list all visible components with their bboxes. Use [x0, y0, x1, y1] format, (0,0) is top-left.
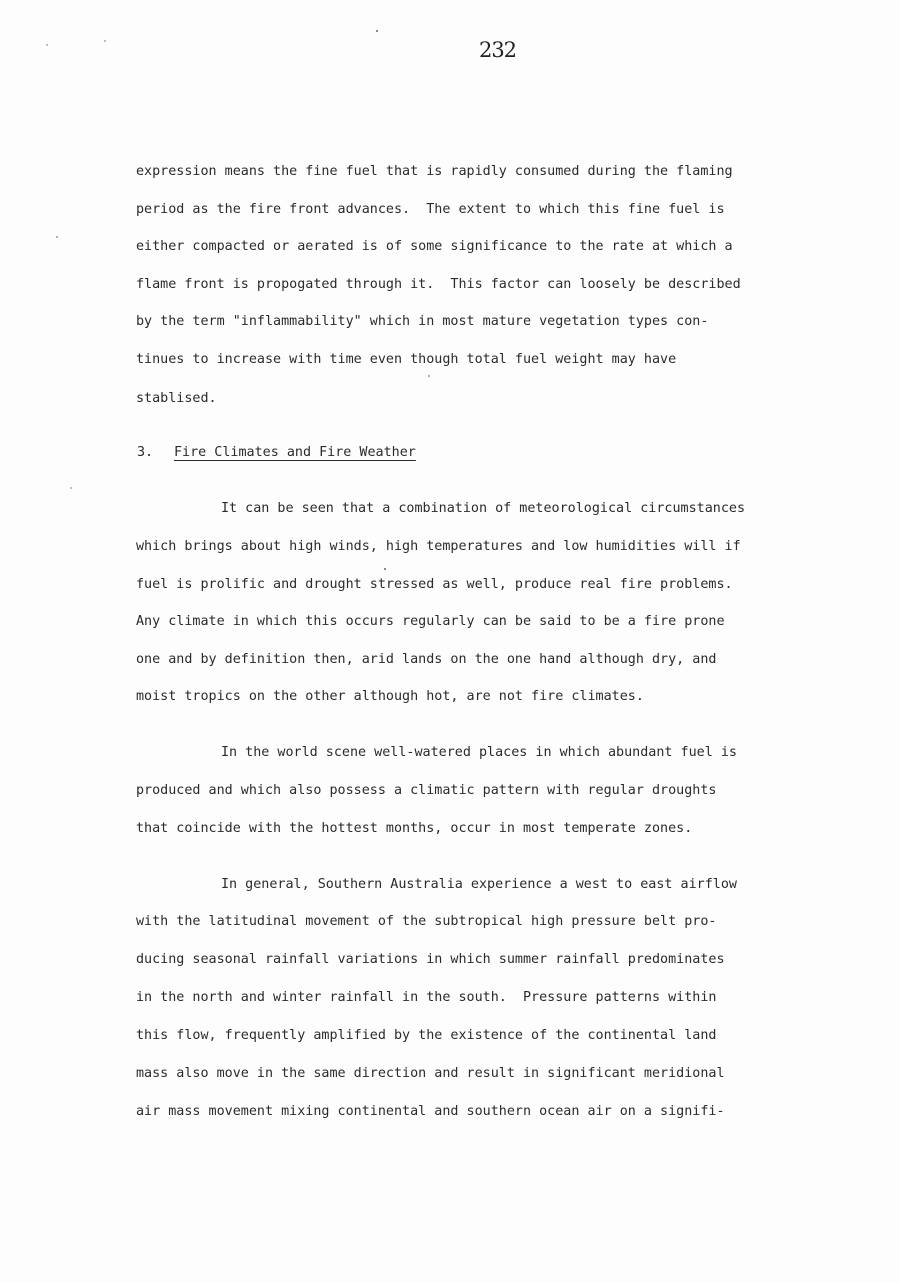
- paragraph-line: which brings about high winds, high temperatures and low humidities will if: [136, 539, 741, 554]
- paragraph-line: this flow, frequently amplified by the existence of the continental land: [136, 1028, 717, 1043]
- paragraph-line: tinues to increase with time even though total fuel weight may have: [136, 352, 677, 367]
- paragraph-line: produced and which also possess a climatic pattern with regular droughts: [136, 783, 717, 798]
- paragraph-line: that coincide with the hottest months, occur in most temperate zones.: [136, 821, 693, 836]
- paragraph-line: In general, Southern Australia experience a west to east airflow: [221, 877, 737, 892]
- paragraph-line: by the term "inflammability" which in most mature vegetation types con-: [136, 314, 709, 329]
- paragraph-line: mass also move in the same direction and result in significant meridional: [136, 1066, 725, 1081]
- paragraph-line: expression means the fine fuel that is rapidly consumed during the flaming: [136, 164, 733, 179]
- paragraph-line: period as the fire front advances. The extent to which this fine fuel is: [136, 202, 725, 217]
- paragraph-line: flame front is propogated through it. This factor can loosely be described: [136, 277, 741, 292]
- section-heading: Fire Climates and Fire Weather: [174, 445, 416, 460]
- paragraph-line: It can be seen that a combination of meteorological circumstances: [221, 501, 746, 516]
- page-number: 232: [478, 38, 517, 62]
- paragraph-line: stablised.: [136, 391, 217, 406]
- scan-speck: [70, 487, 72, 489]
- paragraph-line: fuel is prolific and drought stressed as well, produce real fire problems.: [136, 577, 733, 592]
- scan-speck: [56, 236, 58, 238]
- paragraph-line: one and by definition then, arid lands on the one hand although dry, and: [136, 652, 717, 667]
- paragraph-line: either compacted or aerated is of some significance to the rate at which a: [136, 239, 733, 254]
- paragraph-line: In the world scene well-watered places in which abundant fuel is: [221, 745, 737, 760]
- paragraph-line: ducing seasonal rainfall variations in which summer rainfall predominates: [136, 952, 725, 967]
- section-number: 3.: [137, 445, 154, 460]
- scan-speck: [46, 44, 48, 46]
- paragraph-line: Any climate in which this occurs regularly can be said to be a fire prone: [136, 614, 725, 629]
- scan-speck: [376, 30, 378, 32]
- paragraph-line: in the north and winter rainfall in the south. Pressure patterns within: [136, 990, 717, 1005]
- paragraph-line: air mass movement mixing continental and southern ocean air on a signifi-: [136, 1104, 725, 1119]
- paragraph-line: moist tropics on the other although hot, are not fire climates.: [136, 689, 644, 704]
- paragraph-line: with the latitudinal movement of the subtropical high pressure belt pro-: [136, 914, 717, 929]
- scan-speck: [104, 40, 106, 42]
- scan-speck: [384, 568, 386, 570]
- scan-speck: [428, 375, 430, 377]
